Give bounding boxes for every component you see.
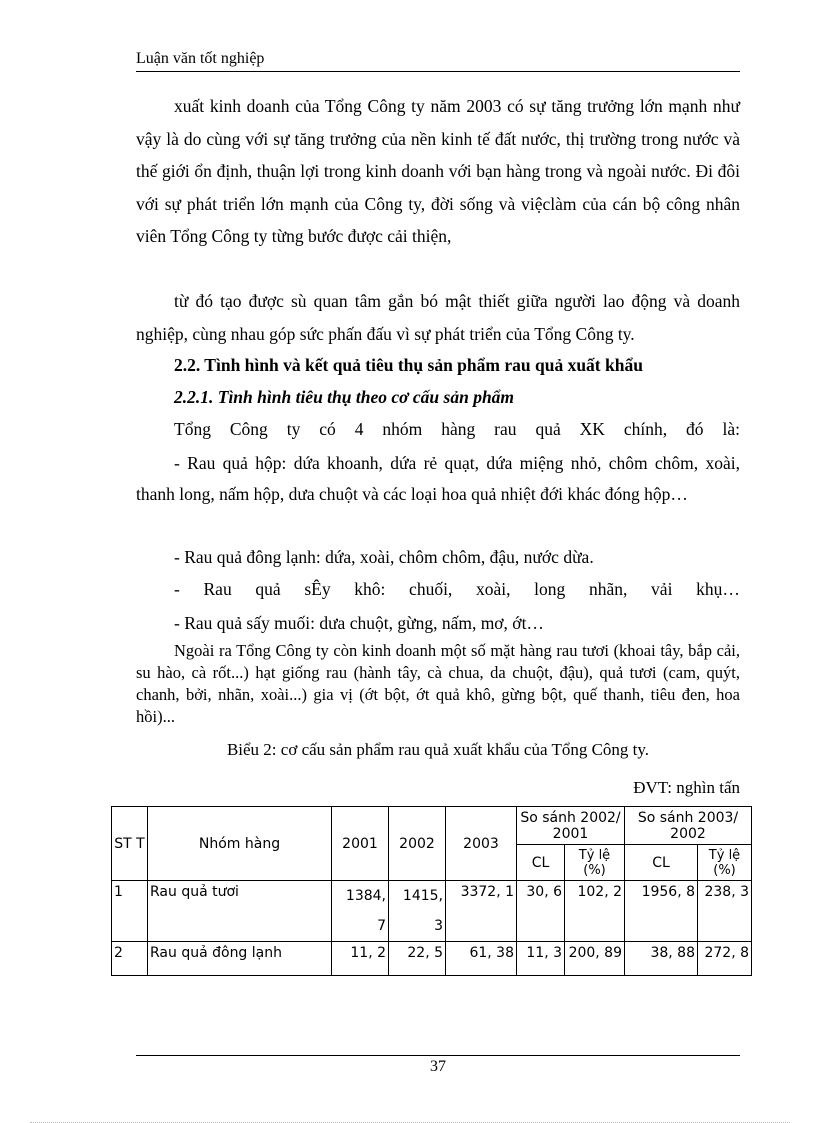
header-compare-2002-2001: So sánh 2002/ 2001 xyxy=(517,807,625,845)
list-item-frozen: - Rau quả đông lạnh: dứa, xoài, chôm chôm, đậu, nước dừa. xyxy=(174,547,594,567)
paragraph-other-products: Ngoài ra Tổng Công ty còn kinh doanh một số mặt hàng rau tươi (khoai tây, bắp cải, su hào, cà rốt...) hạt giống rau (hành tây, cà chua, da chuột, đậu), quả tươi (cam, quýt, chanh, bởi, nhãn, xoài...) gia vị (ớt bột, ớt quả khô, gừng bột, quế thanh, tiêu đen, hoa hồi)... xyxy=(136,641,740,726)
header-2002: 2002 xyxy=(389,807,446,881)
table-row: 1 Rau quả tươi 1384, 7 1415, 3 3372, 1 30, 6 102, 2 1956, 8 238, 3 xyxy=(112,881,752,942)
header-2001: 2001 xyxy=(332,807,389,881)
header-ratio-2: Tỷ lệ (%) xyxy=(698,845,752,881)
list-item-salted: - Rau quả sấy muối: dưa chuột, gừng, nấm, mơ, ớt… xyxy=(174,613,544,633)
subsection-heading: 2.2.1. Tình hình tiêu thụ theo cơ cấu sản phẩm xyxy=(174,387,515,407)
page-number: 37 xyxy=(430,1058,446,1075)
header-ratio-1: Tỷ lệ (%) xyxy=(565,845,625,881)
table-caption: Biểu 2: cơ cấu sản phẩm rau quả xuất khẩu của Tổng Công ty. xyxy=(226,740,650,759)
table-row: 2 Rau quả đông lạnh 11, 2 22, 5 61, 38 11, 3 200, 89 38, 88 272, 8 xyxy=(112,942,752,976)
list-item-dried: - Rau quả sÊy khô: chuối, xoài, long nhãn, vải khụ… xyxy=(174,579,740,599)
section-heading: 2.2. Tình hình và kết quả tiêu thụ sản phẩm rau quả xuất khẩu xyxy=(174,355,643,375)
header-cl-2: CL xyxy=(625,845,698,881)
product-structure-table xyxy=(111,806,752,976)
header-stt: ST T xyxy=(112,807,148,881)
header-cl-1: CL xyxy=(517,845,565,881)
product-groups-intro: Tổng Công ty có 4 nhóm hàng rau quả XK chính, đó là: xyxy=(174,419,740,439)
header-rule xyxy=(136,71,740,72)
header-2003: 2003 xyxy=(446,807,517,881)
running-header: Luận văn tốt nghiệp xyxy=(136,50,265,67)
header-group: Nhóm hàng xyxy=(148,807,332,881)
list-item-canned: - Rau quả hộp: dứa khoanh, dứa rẻ quạt, dứa miệng nhỏ, chôm chôm, xoài, thanh long, nấm hộp, dưa chuột và các loại hoa quả nhiệt đới khác đóng hộp… xyxy=(136,453,740,504)
paragraph-growth: xuất kinh doanh của Tổng Công ty năm 2003 có sự tăng trưởng lớn mạnh như vậy là do cùng với sự tăng trưởng của nền kinh tế đất nước, thị trường trong nước và thế giới ổn định, thuận lợi trong kinh doanh với bạn hàng trong và ngoài nước. Đi đôi với sự phát triển lớn mạnh của Công ty, đời sống và việclàm của cán bộ công nhân viên Tổng Công ty từng bước được cải thiện, xyxy=(136,96,740,246)
header-compare-2003-2002: So sánh 2003/ 2002 xyxy=(625,807,752,845)
paragraph-relationship: từ đó tạo được sù quan tâm gắn bó mật thiết giữa người lao động và doanh nghiệp, cùng nhau góp sức phấn đấu vì sự phát triển của Tổng Công ty. xyxy=(136,291,740,344)
unit-label: ĐVT: nghìn tấn xyxy=(633,778,740,797)
footer-rule xyxy=(136,1055,740,1056)
